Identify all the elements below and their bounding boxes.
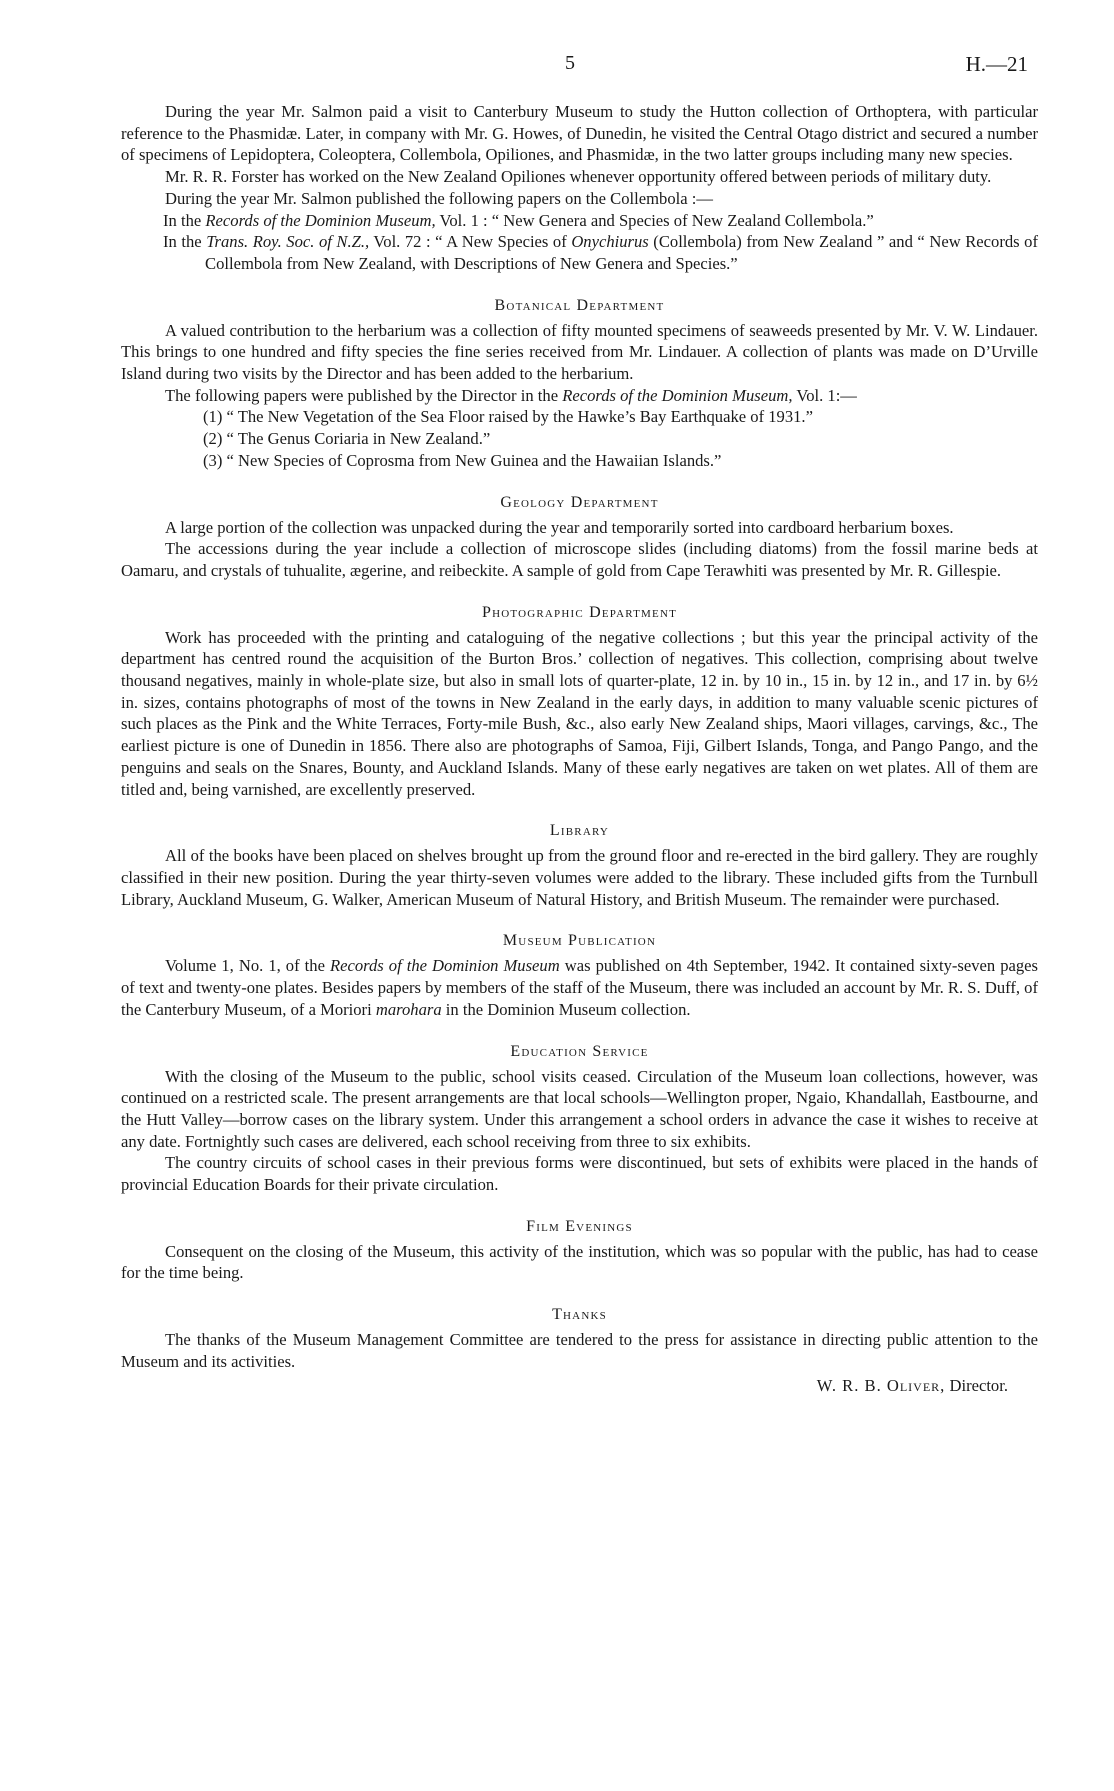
education-paragraph-2: The country circuits of school cases in their previous forms were discontinued, but sets of exhibits were placed in the hands of provincial Education Boards for their private circulation.: [121, 1153, 1038, 1195]
botanical-paper-1: (1) “ The New Vegetation of the Sea Floor raised by the Hawke’s Bay Earthquake of 1931.”: [203, 407, 813, 427]
document-body: [121, 101, 1038, 1396]
signature-name: W. R. B. Oliver,: [816, 1375, 946, 1395]
signature-title: Director.: [945, 1375, 1008, 1395]
botanical-paper-3: (3) “ New Species of Coprosma from New Guinea and the Hawaiian Islands.”: [203, 450, 722, 470]
geology-paragraph-2: The accessions during the year include a collection of microscope slides (including diatoms) from the fossil marine beds at Oamaru, and crystals of tuhualite, ægerine, and reibeckite. A sample of gold from Cape Terawhiti was presented by Mr. R. Gillespie.: [121, 539, 1038, 580]
page-header: [0, 52, 1114, 82]
geology-paragraph-1: A large portion of the collection was unpacked during the year and temporarily sorted into cardboard herbarium boxes.: [165, 517, 954, 537]
intro-paragraph-3: During the year Mr. Salmon published the following papers on the Collembola :—: [165, 188, 713, 208]
botanical-paragraph-2: The following papers were published by the Director in the Records of the Dominion Museum, Vol. 1:—: [165, 385, 857, 405]
publication-entry-2: In the Trans. Roy. Soc. of N.Z., Vol. 72 : “ A New Species of Onychiurus (Collembola) from New Zealand ” and “ New Records of Collembola from New Zealand, with Descriptions of New Genera and Species.”: [163, 232, 1038, 273]
document-reference: H.—21: [965, 52, 1028, 76]
section-heading-geology: Geology Department: [500, 493, 659, 511]
botanical-paper-2: (2) “ The Genus Coriaria in New Zealand.”: [203, 429, 491, 449]
thanks-paragraph-1: The thanks of the Museum Management Committee are tendered to the press for assistance in directing public attention to the Museum and its activities.: [121, 1330, 1038, 1371]
section-heading-education: Education Service: [510, 1042, 649, 1060]
page-number: 5: [565, 52, 575, 74]
publication-entry-1: In the Records of the Dominion Museum, Vol. 1 : “ New Genera and Species of New Zealand Collembola.”: [163, 210, 874, 230]
section-heading-library: Library: [549, 822, 610, 840]
education-paragraph-1: With the closing of the Museum to the public, school visits ceased. Circulation of the Museum loan collections, however, was continued on a restricted scale. The present arrangements are that local schools—Wellington proper, Ngaio, Khandallah, Eastbourne, and the Hutt Valley—borrow cases on the library system. Under this arrangement a school orders in advance the case it wishes to receive at any date. Fortnightly such cases are delivered, each school receiving from three to six exhibits.: [121, 1066, 1038, 1151]
intro-paragraph-2: Mr. R. R. Forster has worked on the New Zealand Opiliones whenever opportunity offered between periods of military duty.: [165, 167, 992, 187]
signature: [121, 1375, 1008, 1397]
publication-paragraph-1: Volume 1, No. 1, of the Records of the Dominion Museum was published on 4th September, 1942. It contained sixty-seven pages of text and twenty-one plates. Besides papers by members of the staff of the Museum, there was included an account by Mr. R. S. Duff, of the Canterbury Museum, of a Moriori marohara in the Dominion Museum collection.: [121, 956, 1038, 1019]
library-paragraph-1: All of the books have been placed on shelves brought up from the ground floor and re-erected in the bird gallery. They are roughly classified in their new position. During the year thirty-seven volumes were added to the library. These included gifts from the Turnbull Library, Auckland Museum, G. Walker, American Museum of Natural History, and British Museum. The remainder were purchased.: [121, 846, 1038, 909]
botanical-paragraph-1: A valued contribution to the herbarium was a collection of fifty mounted specimens of seaweeds presented by Mr. V. W. Lindauer. This brings to one hundred and fifty species the fine series received from Mr. Lindauer. A collection of plants was made on D’Urville Island during two visits by the Director and has been added to the herbarium.: [121, 320, 1038, 384]
section-heading-photographic: Photographic Department: [481, 603, 678, 621]
section-heading-publication: Museum Publication: [502, 932, 657, 950]
film-paragraph-1: Consequent on the closing of the Museum, this activity of the institution, which was so popular with the public, has had to cease for the time being.: [121, 1241, 1038, 1283]
intro-paragraph-1: During the year Mr. Salmon paid a visit to Canterbury Museum to study the Hutton collection of Orthoptera, with particular reference to the Phasmidæ. Later, in company with Mr. G. Howes, of Dunedin, he visited the Central Otago district and secured a number of specimens of Lepidoptera, Coleoptera, Collembola, Opiliones, and Phasmidæ, in the two latter groups including many new species.: [121, 102, 1038, 165]
section-heading-film: Film Evenings: [526, 1217, 633, 1235]
section-heading-botanical: Botanical Department: [494, 296, 665, 314]
section-heading-thanks: Thanks: [552, 1306, 607, 1324]
photographic-paragraph-1: Work has proceeded with the printing and cataloguing of the negative collections ; but this year the principal activity of the department has centred round the acquisition of the Burton Bros.’ collection of negatives. This collection, comprising about twelve thousand negatives, mainly in whole-plate size, but also in small lots of quarter-plate, 12 in. by 10 in., 15 in. by 12 in., and 17 in. by 6½ in. sizes, contains photographs of most of the towns in New Zealand in the early days, in addition to many valuable scenic pictures of such places as the Pink and the White Terraces, Forty-mile Bush, &c., also early New Zealand ships, Maori villages, carvings, &c., The earliest picture is one of Dunedin in 1856. There also are photographs of Samoa, Fiji, Gilbert Islands, Tonga, and Pango Pango, and the penguins and seals on the Snares, Bounty, and Auckland Islands. Many of these early negatives are taken on wet plates. All of them are titled and, being varnished, are excellently preserved.: [121, 627, 1038, 799]
